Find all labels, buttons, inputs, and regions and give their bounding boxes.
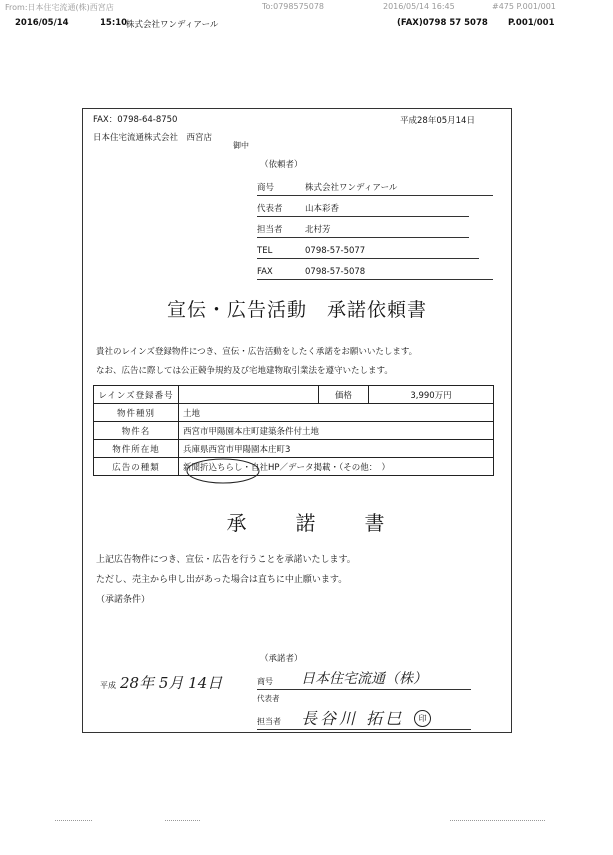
approver-staff-label: 担当者	[257, 717, 281, 726]
reins-number-value	[179, 386, 319, 404]
field-label: TEL	[257, 246, 273, 256]
property-table	[93, 385, 494, 476]
price-label: 価格	[319, 386, 369, 404]
approver-company-signature: 日本住宅流通（株）	[301, 671, 427, 687]
consent-text	[96, 550, 356, 610]
approver-fields	[257, 670, 471, 730]
fax-page-counter: #475 P.001/001	[492, 2, 556, 11]
fax-sender-number: (FAX)0798 57 5078	[397, 18, 488, 28]
field-value: 山本彩香	[305, 204, 340, 214]
fax-edge-mark	[55, 820, 92, 821]
approver-staff-row	[257, 706, 471, 730]
table-row	[94, 440, 494, 458]
property-address-value: 兵庫県西宮市甲陽園本庄町3	[179, 440, 494, 458]
property-address-label: 物件所在地	[94, 440, 179, 458]
property-type-value: 土地	[179, 404, 494, 422]
personal-seal-stamp: 印	[414, 710, 431, 727]
request-text-line: なお、広告に際しては公正競争規約及び宅地建物取引業法を遵守いたします。	[96, 366, 393, 376]
request-title: 宣伝・広告活動 承諾依頼書	[166, 299, 427, 321]
hand-drawn-circle	[184, 456, 262, 486]
fax-sender-name: 株式会社ワンディアール	[126, 20, 219, 30]
requester-representative-row	[257, 197, 469, 217]
fax-page: P.001/001	[508, 18, 555, 28]
request-text-line: 貴社のレインズ登録物件につき、宣伝・広告活動をしたく承諾をお願いいたします。	[96, 347, 418, 357]
field-value: 0798-57-5078	[305, 267, 366, 277]
requester-fax-row	[257, 260, 493, 280]
document-date: 平成28年05月14日	[400, 116, 475, 126]
field-label: 代表者	[257, 204, 283, 214]
consent-date-era: 平成	[100, 681, 116, 690]
property-name-label: 物件名	[94, 422, 179, 440]
fax-edge-mark	[165, 820, 200, 821]
table-row	[94, 404, 494, 422]
property-type-label: 物件種別	[94, 404, 179, 422]
recipient-fax: FAX：0798-64-8750	[93, 115, 178, 125]
consent-title: 承 諾 書	[226, 511, 388, 535]
recipient-name: 日本住宅流通株式会社 西宮店	[93, 133, 213, 143]
property-name-value: 西宮市甲陽園本庄町建築条件付土地	[179, 422, 494, 440]
requester-heading: （依頼者）	[260, 160, 303, 170]
approver-staff-signature: 長谷川 拓巳	[301, 709, 405, 728]
approver-company-row	[257, 670, 471, 690]
field-value: 株式会社ワンディアール	[305, 183, 398, 193]
price-value: 3,990万円	[369, 386, 494, 404]
ad-type-value: 新聞折込ちらし・自社HP／データ掲載・（その他： ）	[179, 458, 494, 476]
requester-company-row	[257, 176, 493, 196]
field-label: 担当者	[257, 225, 283, 235]
table-row	[94, 386, 494, 404]
field-value: 北村芳	[305, 225, 331, 235]
fax-edge-mark	[450, 820, 545, 821]
recipient-honorific: 御中	[233, 141, 249, 150]
requester-staff-row	[257, 218, 469, 238]
consent-text-line: 上記広告物件につき、宣伝・広告を行うことを承諾いたします。	[96, 555, 356, 565]
consent-text-line: ただし、売主から申し出があった場合は直ちに中止願います。	[96, 575, 348, 585]
approver-representative-row	[257, 690, 471, 706]
consent-conditions: （承諾条件）	[96, 595, 151, 605]
consent-date-handwritten: 28年 5月 14日	[120, 674, 223, 692]
fax-to: To:0798575078	[262, 2, 325, 11]
reins-number-label: レインズ登録番号	[94, 386, 179, 404]
approver-heading: （承諾者）	[260, 654, 303, 664]
requester-tel-row	[257, 239, 479, 259]
requester-fields	[257, 176, 493, 281]
fax-from: From:日本住宅流通(株)西宮店	[5, 3, 114, 12]
fax-send-date: 2016/05/14	[15, 18, 69, 28]
fax-send-time: 15:10	[100, 18, 128, 28]
table-row	[94, 422, 494, 440]
fax-datetime: 2016/05/14 16:45	[383, 2, 455, 11]
approver-company-label: 商号	[257, 677, 273, 686]
table-row	[94, 458, 494, 476]
approver-representative-label: 代表者	[257, 694, 280, 703]
request-text	[96, 343, 417, 381]
ad-type-label: 広告の種類	[94, 458, 179, 476]
field-label: FAX	[257, 267, 273, 277]
field-label: 商号	[257, 183, 275, 193]
field-value: 0798-57-5077	[305, 246, 366, 256]
